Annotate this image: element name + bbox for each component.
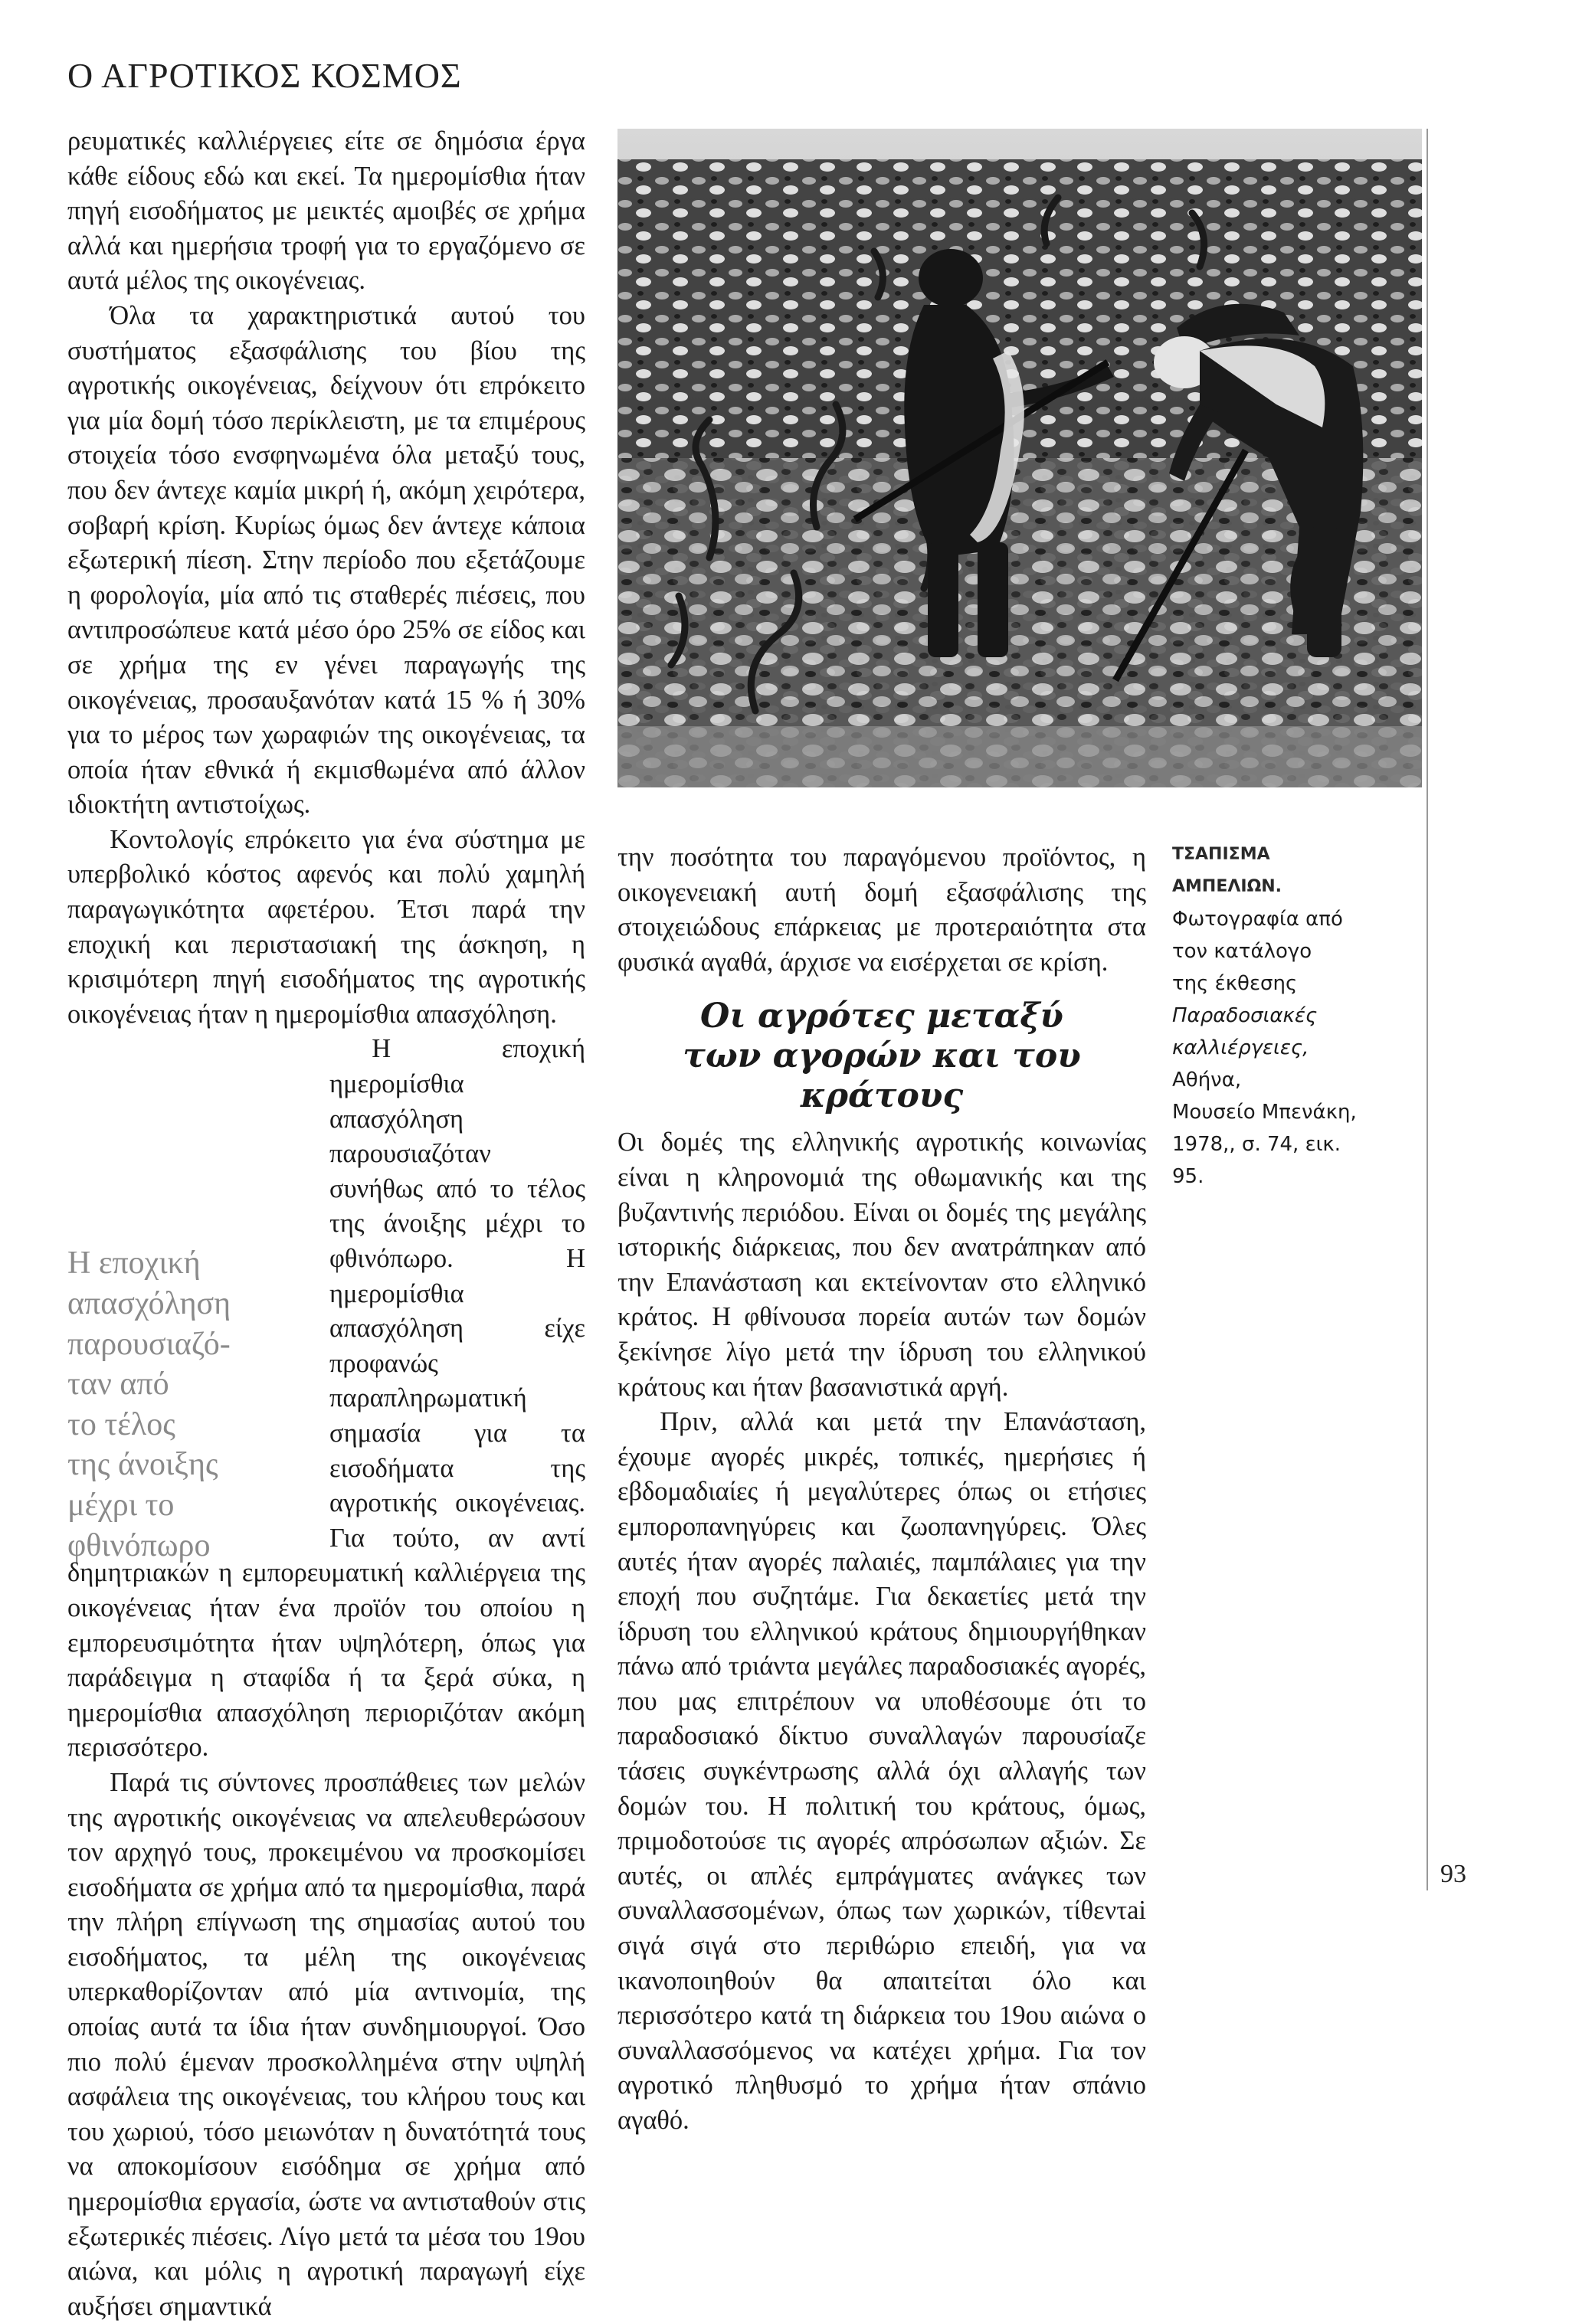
caption-line: Αθήνα,	[1172, 1069, 1242, 1092]
caption-title: ΤΣΑΠΙΣΜΑ ΑΜΠΕΛΙΩΝ.	[1172, 845, 1282, 896]
caption-line: της έκθεσης	[1172, 972, 1298, 995]
paragraph: Όλα τα χαρακτηριστικά αυτού του συστήματος εξασφάλισης του βίου της αγροτικής οικογένειας, δείχνουν ότι επρόκειτο για μία δομή τόσο περίκλειστη, με τα επιμέρους στοιχεία τόσο ενσφηνωμένα όλα μεταξύ τους, που δεν άντεχε καμία μικρή ή, ακόμη χειρότερα, σοβαρή κρίση. Κυρίως όμως δεν άντεχε κάποια εξωτερική πίεση. Στην περίοδο που εξετάζουμε η φορολογία, μία από τις σταθερές πιέσεις, που αντιπροσώπευε κατά μέσο όρο 25% σε είδος και σε χρήμα της εν γένει παραγωγής της οικογένειας, προσαυξανόταν κατά 15 % ή 30% για το μέρος των χωραφιών της οικογένειας, τα οποία ήταν εθνικά ή εκμισθωμένα από άλλον ιδιοκτήτη αντιστοίχως.	[67, 300, 585, 820]
caption-line: Μουσείο Μπενάκη,	[1172, 1101, 1357, 1124]
caption-line: Παραδοσιακές	[1172, 1004, 1318, 1027]
section-heading-line: Οι αγρότες μεταξύ	[700, 997, 1063, 1036]
pullquote-line: της άνοιξης	[67, 1447, 218, 1483]
right-column	[617, 840, 1146, 2139]
page-number: 93	[1440, 1860, 1466, 1888]
paragraph: Οι δομές της ελληνικής αγροτικής κοινωνίας είναι η κληρονομιά της οθωμανικής και της βυζαντινής περιόδου. Είναι οι δομές της μεγάλης ιστορικής διάρκειας, που δεν ανατράπηκαν από την Επανάσταση και εκτείνονταν στο ελληνικό κράτος. Η φθίνουσα πορεία αυτών των δομών ξεκίνησε λίγο μετά την ίδρυση του ελληνικού κράτους και ήταν βασανιστικά αργή.	[617, 1128, 1146, 1402]
photo-caption	[1172, 839, 1371, 1193]
column-divider	[1427, 129, 1428, 1890]
running-header	[67, 55, 1523, 101]
pullquote-line: παρουσιαζό-	[67, 1326, 231, 1362]
pullquote-line: απασχόληση	[67, 1286, 231, 1322]
section-heading-line: των αγορών και του κράτους	[683, 1036, 1081, 1116]
pullquote-line: φθινόπωρο	[67, 1527, 211, 1563]
photo-illustration	[617, 129, 1422, 787]
pullquote-line: Η εποχική	[67, 1245, 201, 1281]
caption-line: τον κατάλογο	[1172, 940, 1312, 963]
vineyard-photo	[617, 129, 1422, 787]
caption-line: 1978,, σ. 74, εικ. 95.	[1172, 1133, 1341, 1188]
paragraph: Πριν, αλλά και μετά την Επανάσταση, έχουμε αγορές μικρές, τοπικές, ημερήσιες ή εβδομαδιαίες ή μεγαλύτερες όπως οι ετήσιες εμποροπανηγύρεις και ζωοπανηγύρεις. Όλες αυτές ήταν αγορές παλαιές, παμπάλαιες για την εποχή που συζητάμε. Για δεκαετίες μετά την ίδρυση του ελληνικού κράτους δημιουργήθηκαν πάνω από τριάντα μεγάλες παραδοσιακές αγορές, που μας επιτρέπουν να υποθέσουμε ότι το παραδοσιακό δίκτυο συναλλαγών παρουσίαζε τάσεις συγκέντρωσης αλλά όχι αλλαγής των δομών του. Η πολιτική του κράτους, όμως, πριμοδοτούσε τις αγορές απρόσωπων αξιών. Σε αυτές, οι απλές εμπράγματες ανάγκες των συναλλασσομένων, όπως των χωρικών, τίθεντai σιγά σιγά στο περιθώριο επειδή, για να ικανοποιηθούν θα απαιτείται όλο και περισσότερο κατά τη διάρκεια του 19ου αιώνα ο συναλλασσόμενος να κατέχει χρήμα. Για τον αγροτικό πληθυσμό το χρήμα ήταν σπάνιο αγαθό.	[617, 1407, 1146, 2135]
pullquote-box	[67, 1036, 320, 1563]
section-title: Ο ΑΓΡΟΤΙΚΟΣ ΚΟΣΜΟΣ	[67, 56, 462, 95]
pullquote	[67, 1243, 320, 1566]
caption-line: Φωτογραφία από	[1172, 908, 1343, 931]
pullquote-line: το τέλος	[67, 1406, 175, 1442]
pullquote-line: μέχρι το	[67, 1488, 175, 1523]
left-column	[67, 124, 585, 2324]
paragraph: την ποσότητα του παραγόμενου προϊόντος, η οικογενειακή αυτή δομή εξασφάλισης της στοιχειώδους επάρκειας με προτεραιότητα στα φυσικά αγαθά, άρχισε να εισέρχεται σε κρίση.	[617, 843, 1146, 977]
paragraph: Παρά τις σύντονες προσπάθειες των μελών της αγροτικής οικογένειας να απελευθερώσουν τον αρχηγό τους, προκειμένου να προσκομίσει εισοδήματα σε χρήμα από τα ημερομίσθια, παρά την πλήρη επίγνωση της σημασίας αυτού του εισοδήματος, τα μέλη της οικογένειας υπερκαθορίζονταν από μία αντινομία, της οποίας αυτά τα ίδια ήταν συνδημιουργοί. Όσο πιο πολύ έμεναν προσκολλημένα στην υψηλή ασφάλεια της οικογένειας, του κλήρου τους και του χωριού, τόσο μειωνόταν η δυνατότητά τους να αποκομίσουν εισόδημα σε χρήμα από ημερομίσθια εργασία, ώστε να αντισταθούν στις εξωτερικές πιέσεις. Λίγο μετά τα μέσα του 19ου αιώνα, και μόλις η αγροτική παραγωγή είχε αυξήσει σημαντικά	[67, 1767, 585, 2321]
section-heading	[617, 997, 1146, 1116]
caption-exhibition-title	[1172, 1000, 1371, 1064]
paragraph: Η εποχική ημερομίσθια απασχόληση παρουσιαζόταν συνήθως από το τέλος της άνοιξης μέχρι το φθινόπωρο. Η ημερομίσθια απασχόληση είχε προφανώς παραπληρωματική σημασία για τα εισοδήματα της αγροτικής οικογένειας. Για τούτο, αν αντί δημητριακών η εμπορευματική καλλιέργεια της οικογένειας ήταν ένα προϊόν του οποίου η εμπορευσιμότητα ήταν υψηλότερη, όπως για παράδειγμα η σταφίδα ή τα ξερά σύκα, η ημερομίσθια απασχόληση περιοριζόταν ακόμη περισσότερο.	[67, 1034, 585, 1763]
paragraph: Κοντολογίς επρόκειτο για ένα σύστημα με υπερβολικό κόστος αφενός και πολύ χαμηλή παραγωγικότητα αφετέρου. Έτσι παρά την εποχική και περιστασιακή της άσκηση, η κρισιμότερη πηγή εισοδήματος της αγροτικής οικογένειας ήταν η ημερομίσθια απασχόληση.	[67, 824, 585, 1029]
caption-line: καλλιέργειες,	[1172, 1036, 1309, 1059]
pullquote-line: ταν από	[67, 1367, 169, 1403]
paragraph: ρευματικές καλλιέργειες είτε σε δημόσια έργα κάθε είδους εδώ και εκεί. Τα ημερομίσθια ήταν πηγή εισοδήματος με μεικτές αμοιβές σε χρήμα αλλά και ημερήσια τροφή για το εργαζόμενο σε αυτά μέλος της οικογένειας.	[67, 126, 585, 296]
